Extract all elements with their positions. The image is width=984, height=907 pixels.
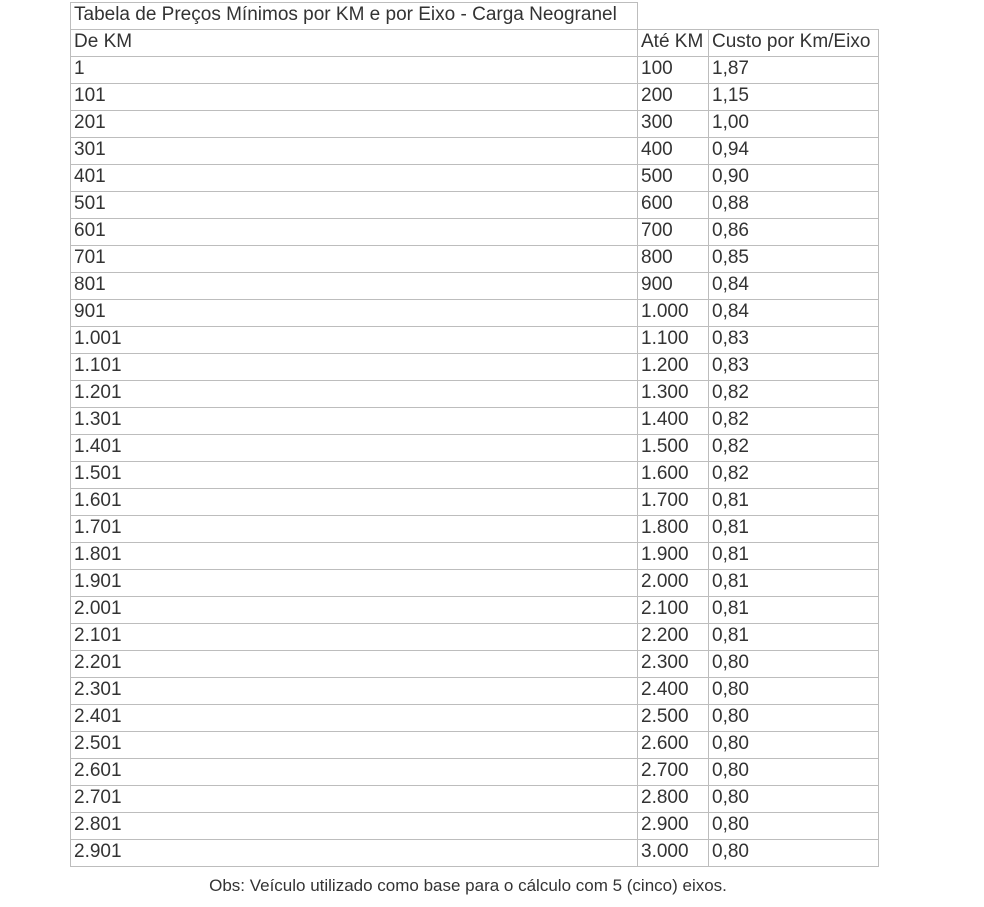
cell-de-km: 1.001: [71, 327, 638, 354]
table-row: [71, 192, 879, 219]
table-row: [71, 678, 879, 705]
cell-custo: 0,82: [709, 408, 879, 435]
cell-ate-km: 2.900: [638, 813, 709, 840]
cell-de-km: 801: [71, 273, 638, 300]
cell-de-km: 501: [71, 192, 638, 219]
footnote: Obs: Veículo utilizado como base para o cálculo com 5 (cinco) eixos.: [209, 876, 727, 895]
table-row: [71, 111, 879, 138]
cell-de-km: 2.901: [71, 840, 638, 867]
table-row: [71, 138, 879, 165]
cell-de-km: 1.601: [71, 489, 638, 516]
cell-de-km: 1.901: [71, 570, 638, 597]
cell-custo: 0,81: [709, 543, 879, 570]
cell-ate-km: 600: [638, 192, 709, 219]
cell-ate-km: 1.300: [638, 381, 709, 408]
cell-custo: 0,80: [709, 840, 879, 867]
cell-ate-km: 2.600: [638, 732, 709, 759]
table-row: [71, 840, 879, 867]
cell-custo: 0,81: [709, 489, 879, 516]
cell-custo: 0,80: [709, 813, 879, 840]
table-row: [71, 84, 879, 111]
table-title-row: [71, 3, 879, 30]
cell-de-km: 701: [71, 246, 638, 273]
table-row: [71, 705, 879, 732]
table-row: [71, 786, 879, 813]
cell-custo: 0,86: [709, 219, 879, 246]
table-row: [71, 624, 879, 651]
cell-de-km: 1.101: [71, 354, 638, 381]
cell-ate-km: 2.100: [638, 597, 709, 624]
cell-ate-km: 1.900: [638, 543, 709, 570]
header-de-km: De KM: [71, 30, 638, 57]
table-row: [71, 273, 879, 300]
cell-ate-km: 2.700: [638, 759, 709, 786]
cell-de-km: 201: [71, 111, 638, 138]
cell-ate-km: 1.400: [638, 408, 709, 435]
table-row: [71, 408, 879, 435]
cell-de-km: 301: [71, 138, 638, 165]
cell-ate-km: 2.400: [638, 678, 709, 705]
cell-de-km: 2.101: [71, 624, 638, 651]
price-table: [70, 2, 879, 867]
table-title: Tabela de Preços Mínimos por KM e por Eixo - Carga Neogranel: [71, 3, 638, 30]
cell-custo: 1,00: [709, 111, 879, 138]
cell-ate-km: 1.200: [638, 354, 709, 381]
cell-ate-km: 2.200: [638, 624, 709, 651]
table-row: [71, 246, 879, 273]
cell-de-km: 1.401: [71, 435, 638, 462]
cell-de-km: 1: [71, 57, 638, 84]
table-row: [71, 354, 879, 381]
table-row: [71, 570, 879, 597]
cell-ate-km: 1.500: [638, 435, 709, 462]
table-header-row: [71, 30, 879, 57]
cell-ate-km: 400: [638, 138, 709, 165]
cell-de-km: 1.801: [71, 543, 638, 570]
cell-ate-km: 900: [638, 273, 709, 300]
cell-custo: 0,84: [709, 273, 879, 300]
cell-ate-km: 200: [638, 84, 709, 111]
table-row: [71, 651, 879, 678]
cell-custo: 0,88: [709, 192, 879, 219]
cell-de-km: 101: [71, 84, 638, 111]
table-row: [71, 435, 879, 462]
cell-de-km: 2.001: [71, 597, 638, 624]
cell-custo: 0,80: [709, 732, 879, 759]
cell-de-km: 2.501: [71, 732, 638, 759]
table-title-spacer: [638, 3, 879, 30]
price-table-body: [71, 3, 879, 867]
cell-ate-km: 1.700: [638, 489, 709, 516]
cell-de-km: 2.201: [71, 651, 638, 678]
cell-custo: 0,85: [709, 246, 879, 273]
cell-de-km: 2.601: [71, 759, 638, 786]
cell-de-km: 2.401: [71, 705, 638, 732]
cell-de-km: 1.701: [71, 516, 638, 543]
table-row: [71, 327, 879, 354]
cell-ate-km: 500: [638, 165, 709, 192]
cell-de-km: 901: [71, 300, 638, 327]
cell-custo: 0,81: [709, 624, 879, 651]
cell-ate-km: 700: [638, 219, 709, 246]
cell-custo: 0,80: [709, 651, 879, 678]
table-row: [71, 813, 879, 840]
cell-ate-km: 300: [638, 111, 709, 138]
cell-ate-km: 100: [638, 57, 709, 84]
header-ate-km: Até KM: [638, 30, 709, 57]
cell-ate-km: 2.500: [638, 705, 709, 732]
cell-de-km: 401: [71, 165, 638, 192]
cell-custo: 0,84: [709, 300, 879, 327]
cell-custo: 0,90: [709, 165, 879, 192]
cell-custo: 0,82: [709, 462, 879, 489]
cell-custo: 0,81: [709, 570, 879, 597]
cell-ate-km: 1.600: [638, 462, 709, 489]
cell-custo: 1,15: [709, 84, 879, 111]
cell-custo: 1,87: [709, 57, 879, 84]
cell-custo: 0,82: [709, 381, 879, 408]
cell-de-km: 2.301: [71, 678, 638, 705]
cell-ate-km: 1.100: [638, 327, 709, 354]
cell-ate-km: 2.000: [638, 570, 709, 597]
table-row: [71, 381, 879, 408]
cell-de-km: 1.501: [71, 462, 638, 489]
cell-ate-km: 3.000: [638, 840, 709, 867]
table-row: [71, 759, 879, 786]
table-row: [71, 300, 879, 327]
cell-custo: 0,82: [709, 435, 879, 462]
cell-ate-km: 1.000: [638, 300, 709, 327]
cell-custo: 0,83: [709, 327, 879, 354]
cell-custo: 0,80: [709, 705, 879, 732]
cell-ate-km: 2.800: [638, 786, 709, 813]
table-row: [71, 489, 879, 516]
cell-custo: 0,81: [709, 516, 879, 543]
cell-de-km: 2.701: [71, 786, 638, 813]
cell-ate-km: 1.800: [638, 516, 709, 543]
cell-custo: 0,83: [709, 354, 879, 381]
cell-custo: 0,80: [709, 759, 879, 786]
cell-de-km: 601: [71, 219, 638, 246]
header-custo: Custo por Km/Eixo: [709, 30, 879, 57]
table-row: [71, 165, 879, 192]
table-row: [71, 219, 879, 246]
cell-de-km: 2.801: [71, 813, 638, 840]
cell-custo: 0,80: [709, 678, 879, 705]
table-row: [71, 597, 879, 624]
cell-de-km: 1.301: [71, 408, 638, 435]
table-row: [71, 57, 879, 84]
cell-ate-km: 2.300: [638, 651, 709, 678]
table-row: [71, 462, 879, 489]
cell-custo: 0,94: [709, 138, 879, 165]
cell-custo: 0,81: [709, 597, 879, 624]
cell-de-km: 1.201: [71, 381, 638, 408]
table-row: [71, 732, 879, 759]
table-row: [71, 543, 879, 570]
cell-custo: 0,80: [709, 786, 879, 813]
table-row: [71, 516, 879, 543]
cell-ate-km: 800: [638, 246, 709, 273]
